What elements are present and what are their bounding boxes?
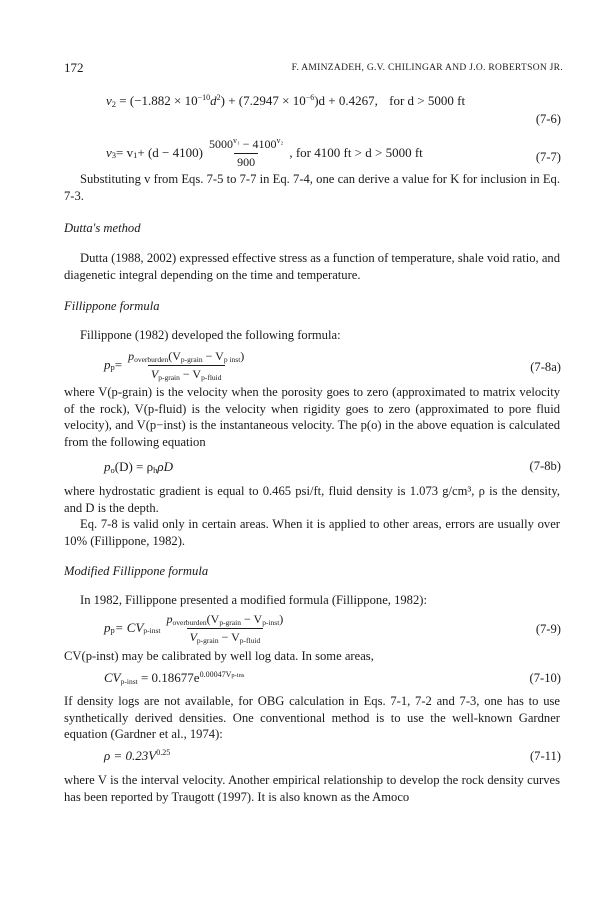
equation-number-7-7: (7-7) <box>535 150 561 164</box>
heading-modified-fillippone: Modified Fillippone formula <box>64 564 209 578</box>
running-head: F. AMINZADEH, G.V. CHILINGAR AND J.O. ROBERTSON JR. <box>291 63 563 73</box>
heading-duttas-method: Dutta's method <box>64 221 141 235</box>
fraction-7-8a: $\frac{\text{poverburden(Vp-grain − Vp inst)}}{\text{Vp-grain − Vp-fluid}}$ <box>128 348 245 382</box>
fraction-7-9: $\frac{\text{poverburden(Vp-grain − Vp-inst)}}{\text{Vp-grain − Vp-fluid}}$ <box>166 611 284 645</box>
equation-7-7: v 3 = v 1 + (d − 4100) $\frac{5000^{v_1} - 4100^{v_2}}{900}$ , for 4100 ft > d > 5000 ft <box>106 135 423 169</box>
paragraph-substituting: Substituting v from Eqs. 7-5 to 7-7 in Eq. 7-4, one can derive a value for K for inclusion in Eq. 7-3. <box>64 172 560 203</box>
equation-number-7-10: (7-10) <box>529 671 561 685</box>
paragraph-density-logs: If density logs are not available, for OBG calculation in Eqs. 7-1, 7-2 and 7-3, one has to use synthetically derived densities. One conventional method is to use the well-known Gardner equation (Gardner et al., 1974): <box>64 694 560 742</box>
equation-7-9: p p = CV p-inst $\frac{\text{poverburden(Vp-grain − Vp-inst)}}{\text{Vp-grain − Vp-fluid}}$ <box>104 610 289 646</box>
equation-7-6: $v2 = (-1.882 \times 10^{-10}d^2) + (7.2947 \times 10^{-6})d + 0.4267$, for d > 5000 ft <box>106 93 466 109</box>
paragraph-where-velocities: where V(p-grain) is the velocity when the porosity goes to zero (approximated to matrix velocity of the rock), V(p-fluid) is the velocity when rigidity goes to zero (approximated to pore fluid velocity), and V(p−inst) is the instantaneous velocity. The p(o) in the above equation is calculated from the following equation <box>64 385 560 449</box>
equation-number-7-9: (7-9) <box>535 622 561 636</box>
page-number: 172 <box>64 60 84 75</box>
paragraph-dutta: Dutta (1988, 2002) expressed effective stress as a function of temperature, shale void ratio, and diagenetic integral depending on the time and temperature. <box>64 251 560 282</box>
equation-7-10: CVp-inst = $0.18677e^{0.00047Vp-ins}$ <box>104 670 245 686</box>
paragraph-interval-velocity: where V is the interval velocity. Another empirical relationship to develop the rock density curves has been reported by Traugott (1997). It is also known as the Amoco <box>64 773 560 804</box>
paragraph-calibrated: CV(p-inst) may be calibrated by well log data. In some areas, <box>64 649 374 663</box>
equation-number-7-11: (7-11) <box>529 749 561 763</box>
equation-number-7-8b: (7-8b) <box>529 459 561 473</box>
equation-number-7-6: (7-6) <box>535 112 561 126</box>
heading-fillippone-formula: Fillippone formula <box>64 299 160 313</box>
paragraph-fillippone-intro: Fillippone (1982) developed the following formula: <box>80 328 341 342</box>
equation-7-8b: po(D) = ρhρD <box>104 459 174 475</box>
equation-7-11: $\rho = 0.23V^{0.25}$ <box>104 748 171 763</box>
fraction-7-7: $\frac{5000^{v_1} - 4100^{v_2}}{900}$ <box>208 135 284 169</box>
paragraph-eq-7-8-validity: Eq. 7-8 is valid only in certain areas. When it is applied to other areas, errors are usually over 10% (Fillippone, 1982). <box>64 517 560 548</box>
paragraph-modified-intro: In 1982, Fillippone presented a modified formula (Fillippone, 1982): <box>80 593 427 607</box>
equation-7-8a: p p = $\frac{\text{poverburden(Vp-grain − Vp inst)}}{\text{Vp-grain − Vp-fluid}}$ <box>104 348 250 382</box>
paragraph-where-hydrostatic: where hydrostatic gradient is equal to 0.465 psi/ft, fluid density is 1.073 g/cm³, ρ is the density, and D is the depth. <box>64 484 560 515</box>
equation-number-7-8a: (7-8a) <box>530 360 561 374</box>
